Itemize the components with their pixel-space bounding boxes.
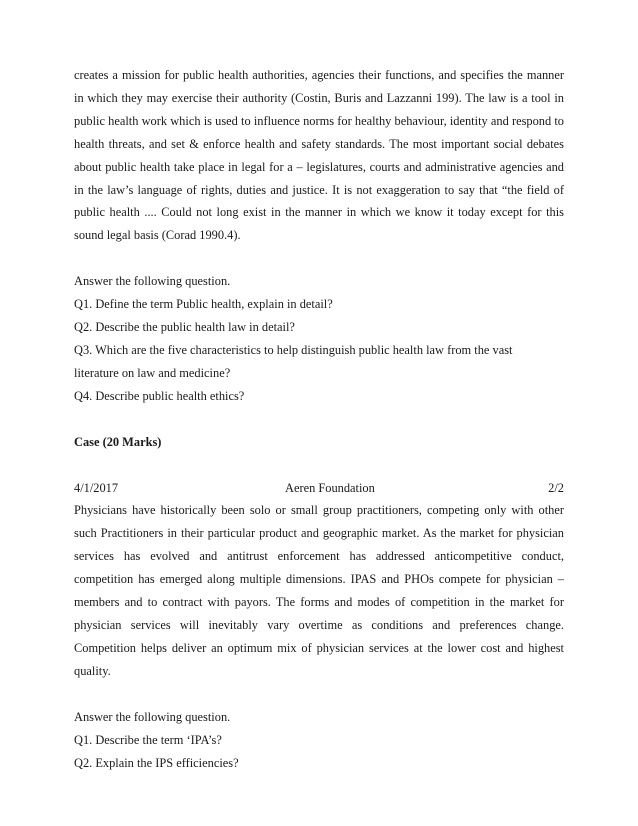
- questions-intro: Answer the following question.: [74, 709, 231, 724]
- question-list-1: [74, 270, 564, 407]
- question-2: Q2. Describe the public health law in detail?: [74, 320, 295, 335]
- paragraph-physician-competition: Physicians have historically been solo or small group practitioners, competing only with other such Practitioners in their particular product and geographic market. As the market for physician services has evolved and antitrust enforcement has addressed anticompetitive conduct, competition has emerged along multiple dimensions. IPAS and PHOs compete for physician – members and to contract with payors. The forms and modes of competition in the market for physician services will inevitably vary overtime as conditions and preferences change. Competition helps deliver an optimum mix of physician services at the lower cost and highest quality.: [74, 503, 564, 678]
- questions-intro: Answer the following question.: [74, 274, 231, 289]
- question-1: Q1. Describe the term ‘IPA’s?: [74, 732, 222, 747]
- question-2: Q2. Explain the IPS efficiencies?: [74, 755, 239, 770]
- question-4: Q4. Describe public health ethics?: [74, 388, 245, 403]
- question-3-line-2: literature on law and medicine?: [74, 365, 231, 380]
- footer-page-number: 2/2: [548, 480, 564, 495]
- footer-date: 4/1/2017: [74, 480, 119, 495]
- case-heading: Case (20 Marks): [74, 434, 162, 449]
- question-1: Q1. Define the term Public health, explain in detail?: [74, 297, 333, 312]
- page-content: [74, 64, 564, 774]
- footer-organization: Aeren Foundation: [285, 480, 375, 495]
- question-list-2: [74, 706, 564, 775]
- question-3-line-1: Q3. Which are the five characteristics to help distinguish public health law from the vast: [74, 342, 513, 357]
- paragraph-public-health-law: creates a mission for public health authorities, agencies their functions, and specifies the manner in which they may exercise their authority (Costin, Buris and Lazzanni 199). The law is a tool in public health work which is used to influence norms for healthy behaviour, identity and respond to health threats, and set & enforce health and safety standards. The most important social debates about public health take place in legal for a – legislatures, courts and administrative agencies and in the law’s language of rights, duties and justice. It is not exaggeration to say that “the field of public health .... Could not long exist in the manner in which we know it today except for this sound legal basis (Corad 1990.4).: [74, 68, 564, 243]
- page-footer: [74, 477, 564, 500]
